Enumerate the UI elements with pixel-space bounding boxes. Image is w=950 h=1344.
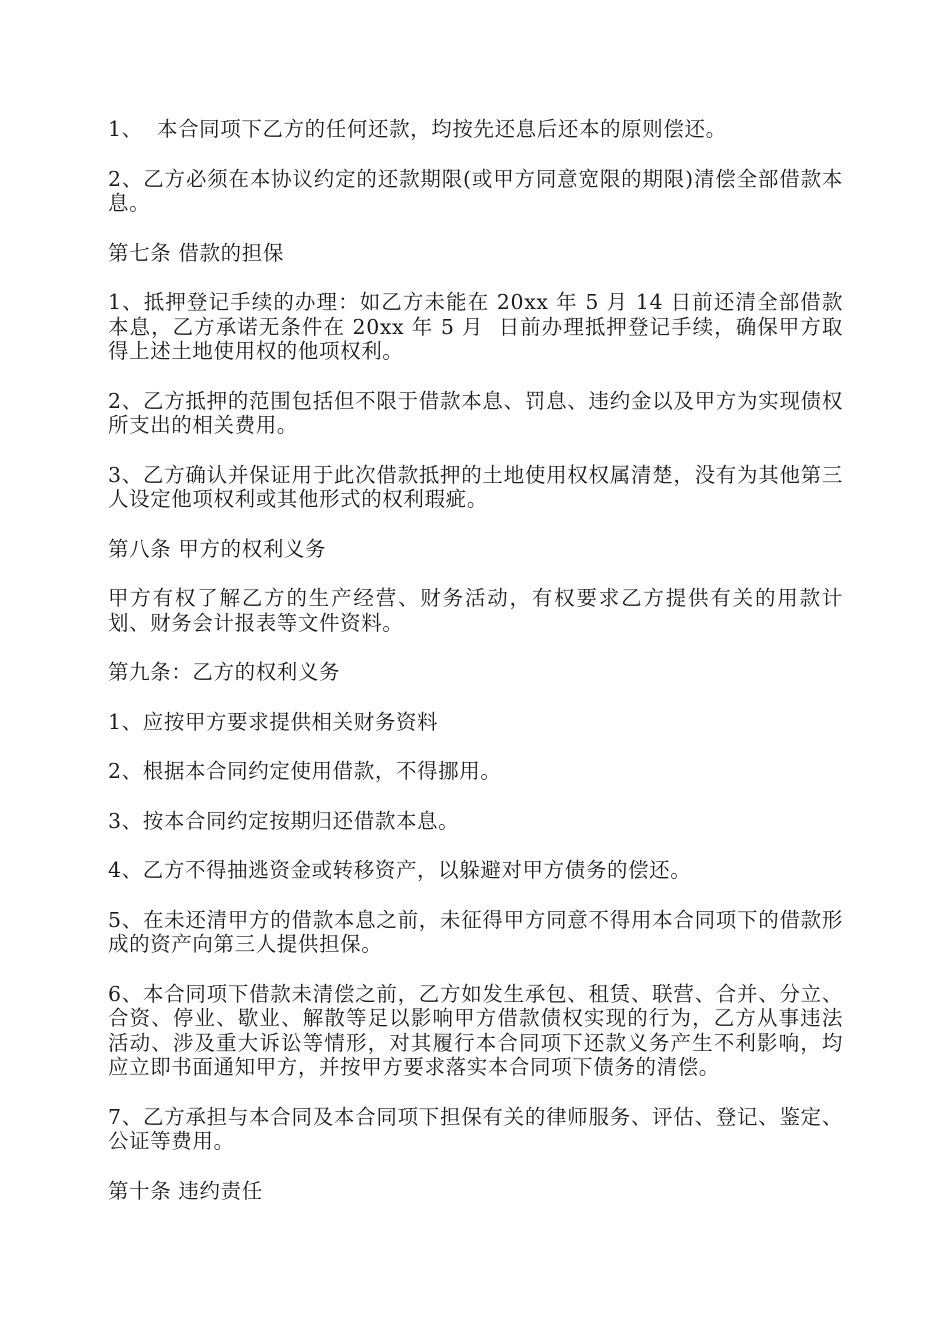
clause-land-title: 3、乙方确认并保证用于此次借款抵押的土地使用权权属清楚，没有为其他第三人设定他项权利或其他形式的权利瑕疵。 xyxy=(108,462,843,511)
clause-repayment-deadline: 2、乙方必须在本协议约定的还款期限(或甲方同意宽限的期限)清偿全部借款本息。 xyxy=(108,166,843,215)
clause-party-b-item-4: 4、乙方不得抽逃资金或转移资产，以躲避对甲方债务的偿还。 xyxy=(108,858,692,882)
clause-mortgage-registration: 1、抵押登记手续的办理：如乙方未能在 20xx 年 5 月 14 日前还清全部借款本息，乙方承诺无条件在 20xx 年 5 月 日前办理抵押登记手续，确保甲方取得上述土地使用权的他项权利。 xyxy=(108,290,843,363)
section-heading-10: 第十条 违约责任 xyxy=(108,1178,263,1203)
clause-party-b-item-2: 2、根据本合同约定使用借款，不得挪用。 xyxy=(108,759,502,783)
clause-mortgage-scope: 2、乙方抵押的范围包括但不限于借款本息、罚息、违约金以及甲方为实现债权所支出的相关费用。 xyxy=(108,388,843,437)
document-body xyxy=(108,117,843,1228)
section-heading-7: 第七条 借款的担保 xyxy=(108,240,284,265)
section-heading-9: 第九条：乙方的权利义务 xyxy=(108,660,341,684)
clause-party-a-rights: 甲方有权了解乙方的生产经营、财务活动，有权要求乙方提供有关的用款计划、财务会计报表等文件资料。 xyxy=(108,586,843,635)
clause-party-b-item-1: 1、应按甲方要求提供相关财务资料 xyxy=(108,709,439,734)
section-heading-8: 第八条 甲方的权利义务 xyxy=(108,536,327,561)
clause-party-b-item-5: 5、在未还清甲方的借款本息之前，未征得甲方同意不得用本合同项下的借款形成的资产向第三人提供担保。 xyxy=(108,907,843,956)
clause-party-b-item-3: 3、按本合同约定按期归还借款本息。 xyxy=(108,808,460,833)
clause-party-b-item-7: 7、乙方承担与本合同及本合同项下担保有关的律师服务、评估、登记、鉴定、公证等费用。 xyxy=(108,1104,843,1153)
clause-repayment-order: 1、 本合同项下乙方的任何还款，均按先还息后还本的原则偿还。 xyxy=(108,117,727,141)
clause-party-b-item-6: 6、本合同项下借款未清偿之前，乙方如发生承包、租赁、联营、合并、分立、合资、停业、歇业、解散等足以影响甲方借款债权实现的行为，乙方从事违法活动、涉及重大诉讼等情形，对其履行本合同项下还款义务产生不利影响，均应立即书面通知甲方，并按甲方要求落实本合同项下债务的清偿。 xyxy=(108,981,843,1079)
